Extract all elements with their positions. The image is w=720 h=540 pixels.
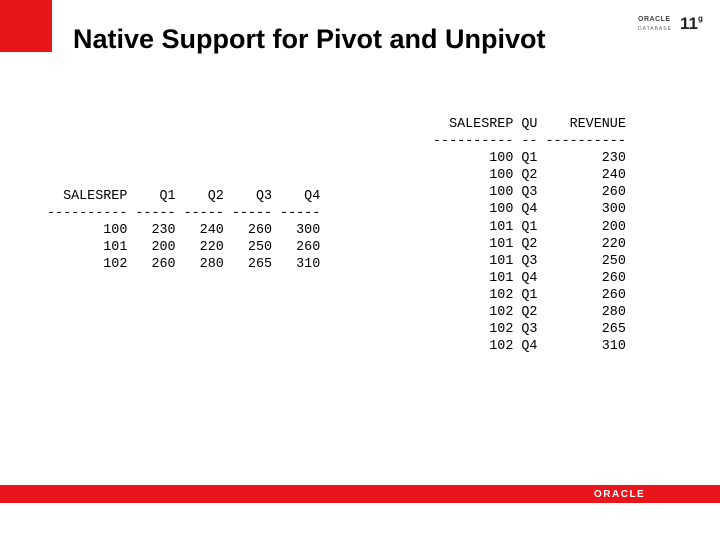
unpivot-row-cell: 102 [433, 305, 514, 321]
pivot-header-cell: Q1 [127, 189, 176, 204]
pivot-separator-cell: ----- [175, 206, 224, 222]
unpivot-row [433, 322, 626, 337]
unpivot-row-cell: 100 [433, 202, 514, 218]
pivot-row [47, 257, 320, 272]
oracle-11g-logo [638, 16, 708, 38]
corner-accent-square [0, 0, 52, 52]
pivot-header [47, 189, 320, 204]
unpivot-row-cell: Q3 [513, 322, 538, 338]
unpivot-row-cell: 102 [433, 322, 514, 338]
unpivot-row-cell: Q3 [513, 185, 538, 201]
pivot-row [47, 223, 320, 238]
logo-name: ORACLE [638, 16, 671, 23]
footer-logo-text: ORACLE [594, 489, 646, 500]
unpivot-row-cell: Q1 [513, 219, 538, 235]
unpivot-row-cell: Q2 [513, 168, 538, 184]
unpivot-row-cell: 250 [537, 253, 626, 269]
unpivot-row [433, 339, 626, 354]
pivot-row-cell: 250 [223, 240, 273, 256]
unpivot-row-cell: 220 [537, 236, 626, 252]
unpivot-separator-cell: -- [513, 134, 538, 150]
unpivot-row [433, 220, 626, 235]
pivot-row-cell: 260 [223, 223, 273, 239]
pivot-header-cell: SALESREP [47, 189, 128, 204]
unpivot-row-cell: 310 [537, 339, 626, 355]
unpivot-row-cell: 260 [537, 270, 626, 286]
unpivot-header [433, 117, 626, 132]
unpivot-header-cell: REVENUE [537, 117, 626, 132]
pivot-row-cell: 265 [223, 257, 273, 273]
pivot-row-cell: 310 [272, 257, 321, 273]
pivot-separator-cell: ----- [223, 206, 273, 222]
unpivot-row-cell: Q1 [513, 287, 538, 303]
footer-oracle-logo [594, 489, 678, 500]
unpivot-row-cell: 260 [537, 185, 626, 201]
unpivot-row-cell: 102 [433, 287, 514, 303]
unpivot-row-cell: Q4 [513, 339, 538, 355]
unpivot-row-cell: Q4 [513, 270, 538, 286]
logo-subtitle: DATABASE [638, 26, 672, 32]
pivot-header-cell: Q4 [272, 189, 321, 204]
unpivot-row [433, 237, 626, 252]
unpivot-row-cell: 100 [433, 151, 514, 167]
unpivot-row-cell: 101 [433, 219, 514, 235]
unpivot-row-cell: 100 [433, 168, 514, 184]
unpivot-table [433, 116, 626, 355]
pivot-row-cell: 102 [47, 257, 128, 273]
pivot-separator-cell: ----- [127, 206, 176, 222]
unpivot-row-cell: Q1 [513, 151, 538, 167]
pivot-header-cell: Q2 [175, 189, 224, 204]
unpivot-row-cell: Q4 [513, 202, 538, 218]
unpivot-separator-cell: ---------- [433, 134, 514, 150]
pivot-row-cell: 240 [175, 223, 224, 239]
unpivot-separator-cell: ---------- [537, 134, 626, 150]
pivot-separator-cell: ---------- [47, 206, 128, 222]
unpivot-row [433, 168, 626, 183]
pivot-separator-cell: ----- [272, 206, 321, 222]
unpivot-header-cell: QU [513, 117, 538, 132]
pivot-separator [47, 206, 320, 221]
unpivot-row-cell: Q3 [513, 253, 538, 269]
unpivot-row-cell: 100 [433, 185, 514, 201]
unpivot-row [433, 202, 626, 217]
unpivot-row-cell: 240 [537, 168, 626, 184]
pivot-row-cell: 260 [272, 240, 321, 256]
pivot-row-cell: 101 [47, 240, 128, 256]
unpivot-row [433, 151, 626, 166]
unpivot-row-cell: 265 [537, 322, 626, 338]
pivot-row-cell: 200 [127, 240, 176, 256]
unpivot-row [433, 271, 626, 286]
unpivot-row-cell: 300 [537, 202, 626, 218]
unpivot-row-cell: Q2 [513, 305, 538, 321]
unpivot-row-cell: 101 [433, 270, 514, 286]
slide-title: Native Support for Pivot and Unpivot [73, 24, 546, 54]
pivot-row-cell: 220 [175, 240, 224, 256]
logo-version: 11$^g$ [680, 14, 703, 33]
unpivot-row-cell: 280 [537, 305, 626, 321]
unpivot-row [433, 185, 626, 200]
pivot-row-cell: 100 [47, 223, 128, 239]
pivot-row-cell: 230 [127, 223, 176, 239]
unpivot-row-cell: 101 [433, 253, 514, 269]
pivot-row-cell: 260 [127, 257, 176, 273]
pivot-header-cell: Q3 [223, 189, 273, 204]
unpivot-separator [433, 134, 626, 149]
unpivot-row-cell: 260 [537, 287, 626, 303]
unpivot-row [433, 254, 626, 269]
unpivot-row-cell: 230 [537, 151, 626, 167]
unpivot-row-cell: 101 [433, 236, 514, 252]
pivot-table [47, 188, 320, 273]
pivot-row [47, 240, 320, 255]
unpivot-row-cell: Q2 [513, 236, 538, 252]
unpivot-row [433, 305, 626, 320]
unpivot-row-cell: 102 [433, 339, 514, 355]
unpivot-header-cell: SALESREP [433, 117, 514, 132]
pivot-row-cell: 300 [272, 223, 321, 239]
unpivot-row [433, 288, 626, 303]
pivot-row-cell: 280 [175, 257, 224, 273]
unpivot-row-cell: 200 [537, 219, 626, 235]
